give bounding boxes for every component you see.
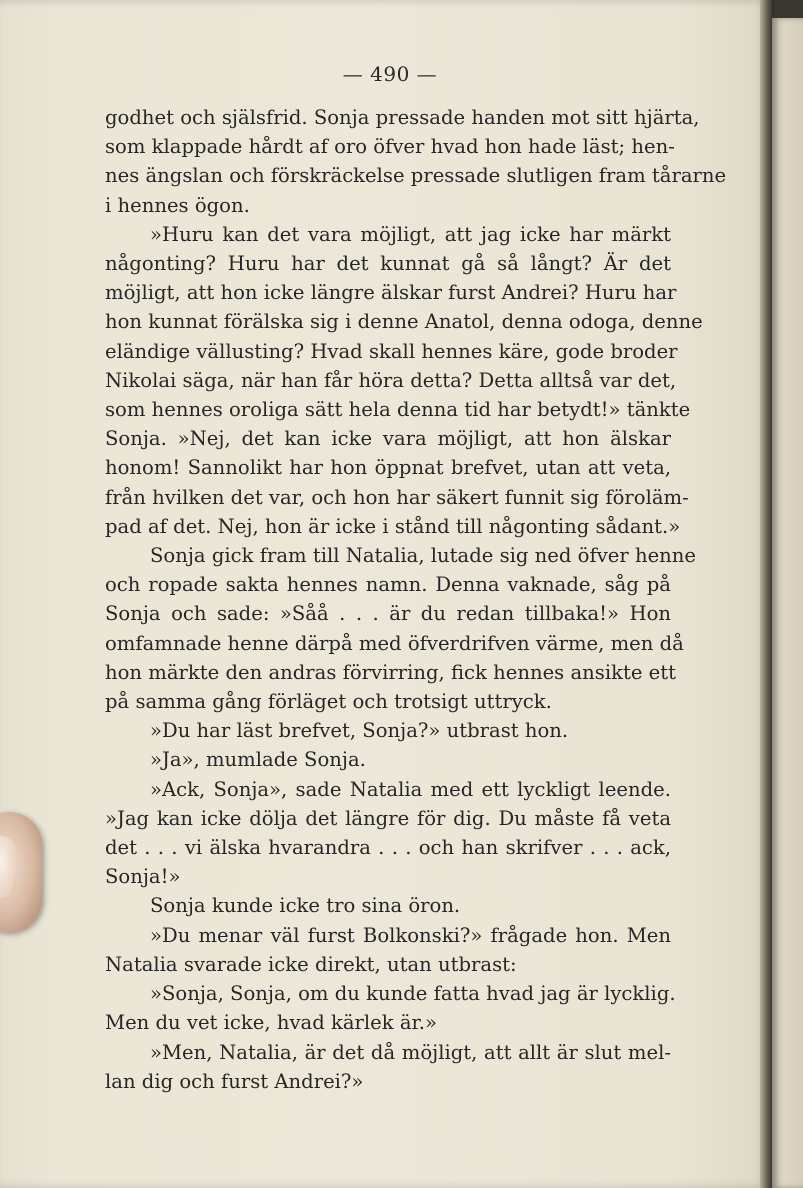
text-line: eländige vällusting? Hvad skall hennes käre, gode broder bbox=[105, 339, 678, 363]
text-line: Sonja gick fram till Natalia, lutade sig ned öfver henne bbox=[150, 544, 697, 568]
page-number: — 490 — bbox=[342, 62, 438, 86]
text-line: möjligt, att hon icke längre älskar furst Andrei? Huru har bbox=[105, 281, 677, 305]
text-line: godhet och själsfrid. Sonja pressade handen mot sitt hjärta, bbox=[105, 106, 700, 129]
text-line: honom! Sannolikt har hon öppnat brefvet, utan att veta, bbox=[105, 456, 671, 480]
text-line: i hennes ögon. bbox=[105, 193, 250, 217]
text-line: hon kunnat förälska sig i denne Anatol, denna odoga, denne bbox=[105, 310, 703, 334]
text-line: från hvilken det var, och hon har säkert funnit sig föroläm- bbox=[105, 485, 689, 509]
text-line: som hennes oroliga sätt hela denna tid har betydt!» tänkte bbox=[105, 398, 691, 422]
text-line: Sonja!» bbox=[105, 865, 181, 889]
text-line: någonting? Huru har det kunnat gå så långt? Är det bbox=[105, 252, 671, 276]
text-line: Nikolai säga, när han får höra detta? Detta alltså var det, bbox=[105, 368, 677, 392]
text-line: nes ängslan och förskräckelse pressade slutligen fram tårarne bbox=[105, 164, 727, 188]
text-line: pad af det. Nej, hon är icke i stånd till någonting sådant.» bbox=[105, 514, 681, 538]
facing-page-edge bbox=[772, 18, 803, 1188]
text-line: Sonja och sade: »Såå . . . är du redan tillbaka!» Hon bbox=[105, 602, 671, 626]
text-line: »Sonja, Sonja, om du kunde fatta hvad jag är lycklig. bbox=[150, 982, 676, 1006]
text-line: Sonja. »Nej, det kan icke vara möjligt, att hon älskar bbox=[105, 427, 671, 451]
text-line: det . . . vi älska hvarandra . . . och han skrifver . . . ack, bbox=[105, 836, 671, 860]
text-line: omfamnade henne därpå med öfverdrifven värme, men då bbox=[105, 631, 684, 655]
text-line: »Du menar väl furst Bolkonski?» frågade hon. Men bbox=[150, 923, 671, 947]
text-line: »Men, Natalia, är det då möjligt, att allt är slut mel- bbox=[150, 1040, 671, 1064]
text-line: »Jag kan icke dölja det längre för dig. Du måste få veta bbox=[105, 806, 671, 830]
body-text bbox=[105, 103, 727, 1096]
text-line: som klappade hårdt af oro öfver hvad hon hade läst; hen- bbox=[105, 135, 675, 159]
text-line: »Ack, Sonja», sade Natalia med ett lyckligt leende. bbox=[150, 777, 671, 801]
text-line: »Huru kan det vara möjligt, att jag icke har märkt bbox=[150, 222, 671, 246]
text-line: lan dig och furst Andrei?» bbox=[105, 1069, 364, 1093]
text-line: Natalia svarade icke direkt, utan utbrast: bbox=[105, 952, 517, 976]
text-line: hon märkte den andras förvirring, fick hennes ansikte ett bbox=[105, 660, 677, 684]
text-line: på samma gång förläget och trotsigt uttryck. bbox=[105, 690, 552, 714]
thumb-nail bbox=[0, 836, 16, 898]
text-line: Sonja kunde icke tro sina öron. bbox=[150, 894, 461, 918]
text-line: »Ja», mumlade Sonja. bbox=[150, 748, 366, 772]
text-line: Men du vet icke, hvad kärlek är.» bbox=[105, 1011, 437, 1035]
text-line: och ropade sakta hennes namn. Denna vaknade, såg på bbox=[105, 573, 671, 597]
text-line: »Du har läst brefvet, Sonja?» utbrast hon. bbox=[150, 719, 569, 743]
